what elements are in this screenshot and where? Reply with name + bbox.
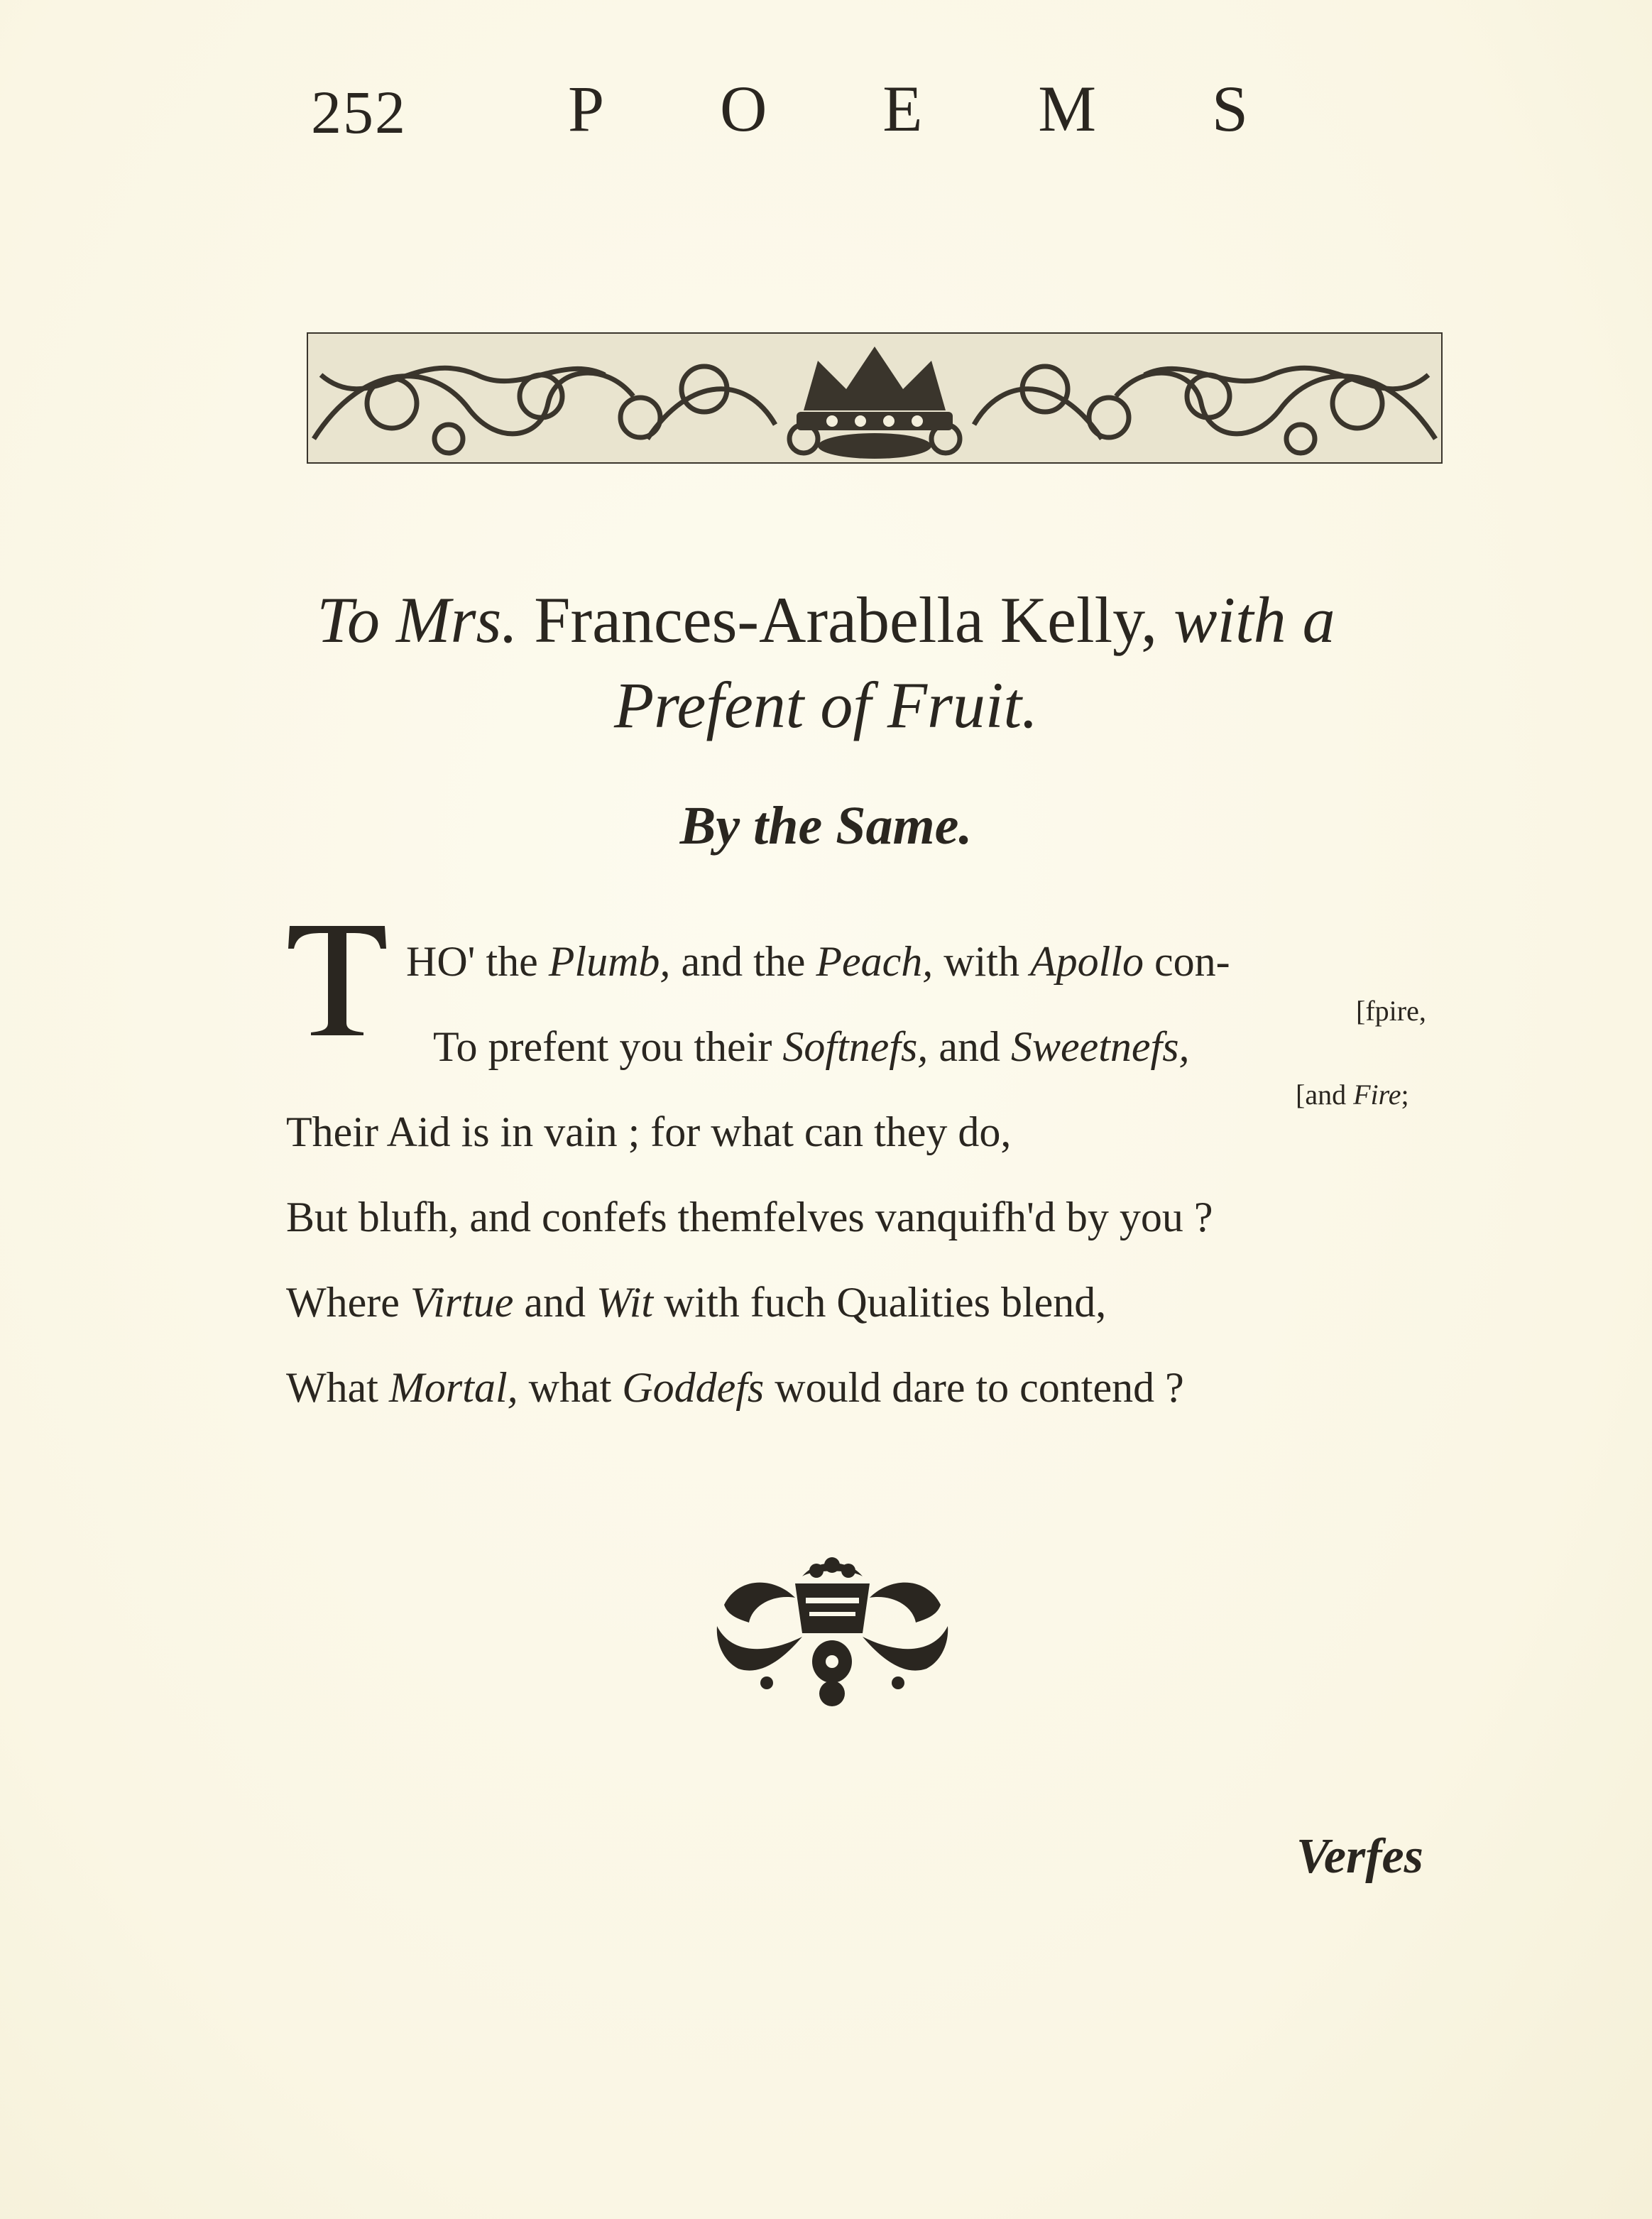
- byline: By the Same.: [679, 796, 973, 856]
- italic-word: Fire: [1353, 1079, 1401, 1111]
- poem-line-1: [406, 937, 1230, 986]
- italic-word: Plumb,: [548, 938, 671, 985]
- poem-line-3: Their Aid is in vain ; for what can they do,: [286, 1108, 1012, 1155]
- text-span: would dare to contend ?: [764, 1364, 1184, 1411]
- poem-line-2: [433, 1023, 1190, 1072]
- running-head-letter: M: [1038, 72, 1098, 145]
- poem-line-2-turnover: [1296, 1078, 1409, 1111]
- italic-word: Mortal,: [388, 1364, 518, 1411]
- italic-word: Sweetnefs,: [1010, 1023, 1190, 1070]
- text-span: what: [518, 1364, 623, 1411]
- italic-word: Virtue: [410, 1279, 514, 1326]
- poem-line-5: [286, 1278, 1106, 1327]
- text-span: [and: [1296, 1079, 1354, 1111]
- text-span: and: [513, 1279, 597, 1326]
- poem-line-4: But blufh, and confefs themfelves vanquifh'd by you ?: [286, 1194, 1213, 1241]
- catchword: Verfes: [1296, 1829, 1423, 1884]
- running-head-letter: S: [1211, 72, 1249, 145]
- title-with: with a: [1174, 584, 1335, 656]
- poem-line-6: [286, 1363, 1184, 1412]
- poem-title-line-2: Prefent of Fruit.: [613, 669, 1039, 741]
- text-span: with fuch Qualities blend,: [653, 1279, 1107, 1326]
- running-head-letter: P: [568, 72, 606, 145]
- running-head: [568, 71, 1249, 146]
- text-span: HO' the: [406, 938, 549, 985]
- text-span: with: [933, 938, 1030, 985]
- running-head-letter: O: [719, 72, 769, 145]
- tailpiece-ornament: [710, 1555, 955, 1708]
- running-head-letter: E: [882, 72, 924, 145]
- italic-word: Peach,: [816, 938, 934, 985]
- text-span: and: [928, 1023, 1011, 1070]
- italic-word: Softnefs,: [782, 1023, 929, 1070]
- poem-line-1-turnover: [fpire,: [1356, 995, 1426, 1027]
- text-span: ;: [1401, 1079, 1409, 1111]
- title-dedication: To Mrs.: [317, 584, 518, 656]
- text-span: and the: [670, 938, 816, 985]
- page-number: 252: [311, 78, 407, 146]
- drop-cap-T: [284, 923, 390, 1037]
- text-span: Where: [286, 1279, 410, 1326]
- text-span: con-: [1143, 938, 1230, 985]
- headpiece-ornament: [307, 332, 1443, 464]
- italic-word: Wit: [596, 1279, 654, 1326]
- title-name: Frances-Arabella Kelly,: [518, 584, 1174, 656]
- poem-title-line-1: [0, 582, 1652, 658]
- text-span: To prefent you their: [433, 1023, 783, 1070]
- italic-word: Goddefs: [622, 1364, 765, 1411]
- text-span: What: [286, 1364, 389, 1411]
- italic-word: Apollo: [1029, 938, 1144, 985]
